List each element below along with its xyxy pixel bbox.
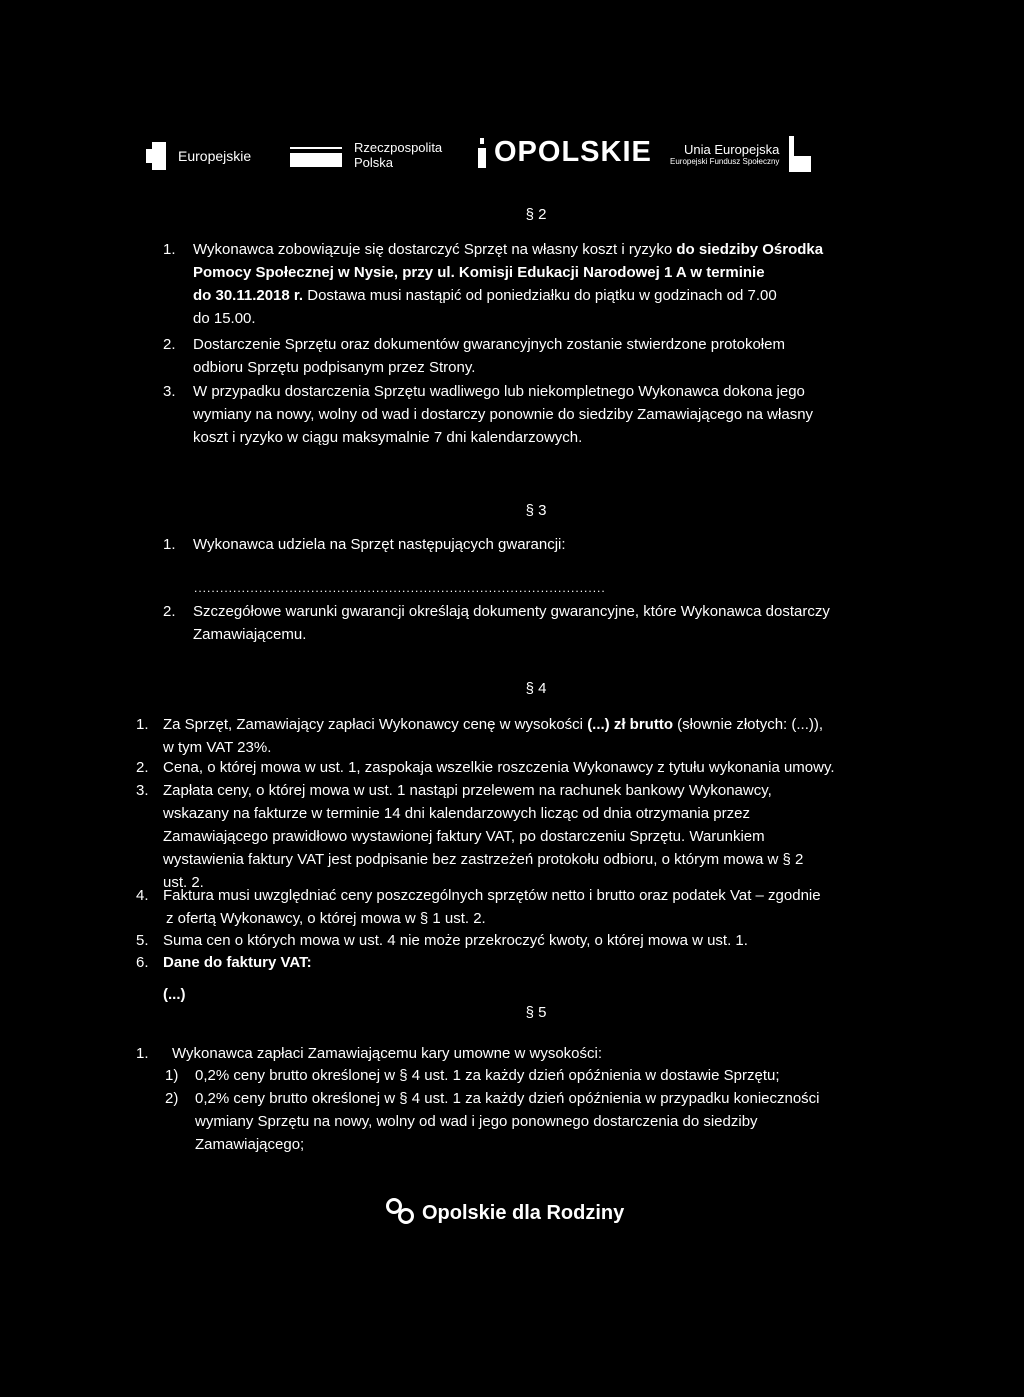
logo-bar	[0, 136, 1024, 180]
rp-logo-line2: Polska	[354, 155, 394, 170]
opolskie-mark-icon	[478, 138, 486, 168]
fe-logo-text: Europejskie	[178, 148, 252, 164]
section-heading-5: § 5	[525, 1004, 547, 1021]
rp-logo-line1: Rzeczpospolita	[354, 140, 443, 155]
invoice-data-placeholder: (...)	[163, 986, 186, 1003]
fundusze-europejskie-logo	[146, 142, 251, 170]
section-heading-4: § 4	[525, 680, 547, 697]
ue-logo-line2: Europejski Fundusz Społeczny	[670, 157, 780, 166]
opolskie-logo	[478, 136, 652, 169]
footer-brand	[384, 1198, 624, 1228]
ue-logo-line1: Unia Europejska	[684, 142, 780, 157]
fe-logo-icon	[146, 142, 166, 170]
opolskie-logo-text: OPOLSKIE	[494, 136, 652, 168]
eu-flag-icon	[789, 136, 811, 172]
section-heading-2: § 2	[525, 206, 547, 223]
warranty-fill-dots: ...............................................................................................	[194, 581, 606, 595]
footer-text: Opolskie dla Rodziny	[422, 1201, 625, 1224]
opolskie-rodziny-icon	[384, 1198, 420, 1228]
unia-europejska-logo	[670, 136, 811, 172]
rzeczpospolita-polska-logo	[290, 140, 442, 170]
section-heading-3: § 3	[525, 502, 547, 519]
polish-flag-icon	[290, 153, 342, 167]
